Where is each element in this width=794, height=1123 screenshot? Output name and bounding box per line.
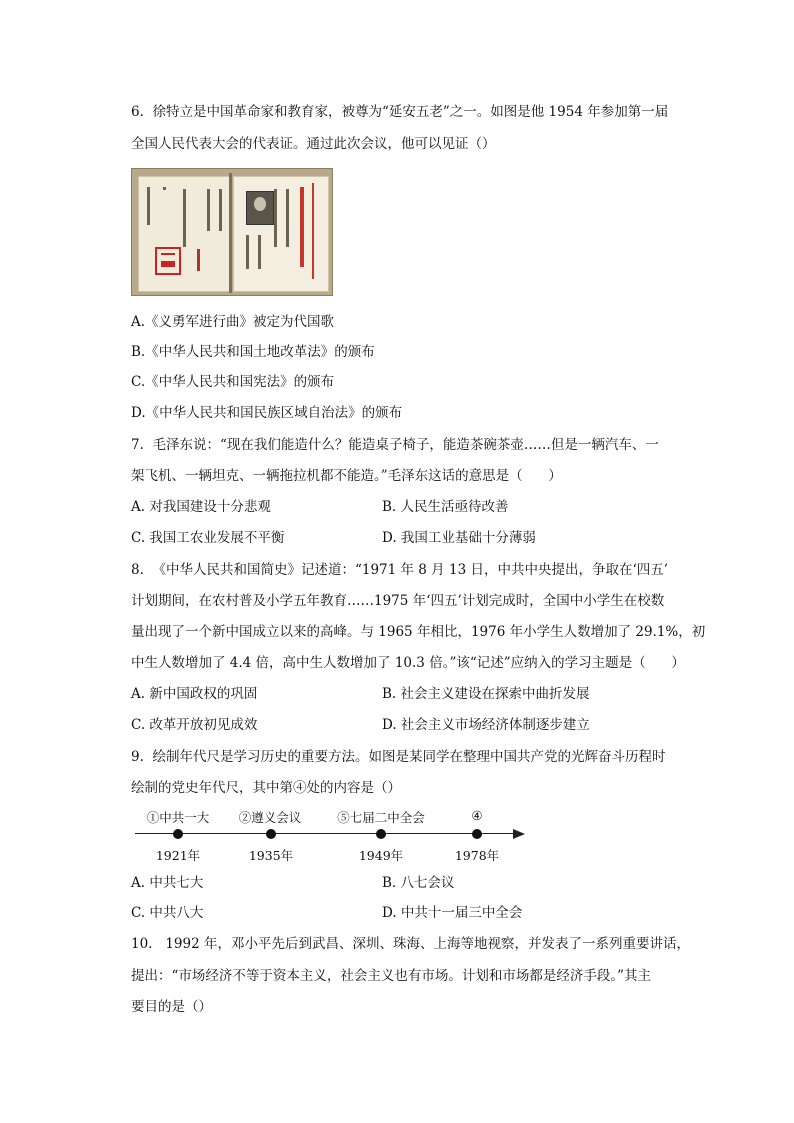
q7-stem-line2: 架飞机、一辆坦克、一辆拖拉机都不能造。”毛泽东这话的意思是（ ） [131, 468, 562, 484]
timeline-axis [135, 833, 515, 834]
timeline-year-2: 1935年 [248, 848, 294, 863]
portrait-photo [246, 191, 274, 225]
timeline-event-3: ⑤七届二中全会 [337, 810, 425, 825]
q8-option-d: D. 社会主义市场经济体制逐步建立 [382, 717, 590, 733]
q8-stem-line2: 计划期间，在农村普及小学五年教育……1975 年‘四五’计划完成时，全国中小学生在校数 [131, 593, 665, 609]
q7-option-c: C. 我国工农业发展不平衡 [131, 530, 285, 546]
q10-stem-line2: 提出：“市场经济不等于资本主义，社会主义也有市场。计划和市场都是经济手段。”其主 [131, 968, 652, 984]
timeline-year-3: 1949年 [358, 848, 404, 863]
q8-option-c: C. 改革开放初见成效 [131, 717, 258, 733]
q8-option-b: B. 社会主义建设在探索中曲折发展 [382, 686, 590, 702]
party-history-timeline [131, 808, 531, 866]
q6-option-c: C.《中华人民共和国宪法》的颁布 [131, 374, 335, 390]
q7-option-b: B. 人民生活亟待改善 [382, 499, 509, 515]
timeline-event-1: ①中共一大 [146, 810, 210, 825]
q8-stem-line4: 中生人数增加了 4.4 倍，高中生人数增加了 10.3 倍。”该“记述”应纳入的学习主题是（ ） [131, 655, 685, 671]
q9-option-b: B. 八七会议 [382, 875, 455, 891]
q8-option-a: A. 新中国政权的巩固 [131, 686, 258, 702]
timeline-point-3 [376, 829, 386, 839]
q9-stem-line1: 9. 绘制年代尺是学习历史的重要方法。如图是某同学在整理中国共产党的光辉奋斗历程时 [131, 749, 666, 765]
q9-stem-line2: 绘制的党史年代尺，其中第④处的内容是（） [131, 780, 401, 796]
timeline-year-4: 1978年 [454, 848, 500, 863]
q8-stem-line1: 8. 《中华人民共和国简史》记述道：“1971 年 8 月 13 日，中共中央提出，争取在‘四五’ [131, 562, 669, 578]
certificate-right-page [233, 176, 329, 292]
q7-stem-line1: 7. 毛泽东说：“现在我们能造什么？能造桌子椅子，能造茶碗茶壶……但是一辆汽车、一 [131, 437, 659, 453]
q10-stem-line3: 要目的是（） [131, 999, 212, 1015]
q8-stem-line3: 量出现了一个新中国成立以来的高峰。与 1965 年相比，1976 年小学生人数增加了 29.1%，初 [131, 624, 706, 640]
timeline-event-4: ④ [471, 808, 483, 823]
timeline-point-2 [266, 829, 276, 839]
q9-option-c: C. 中共八大 [131, 905, 204, 921]
timeline-point-4 [472, 829, 482, 839]
q7-option-a: A. 对我国建设十分悲观 [131, 499, 271, 515]
q6-stem-line1: 6. 徐特立是中国革命家和教育家，被尊为“延安五老”之一。如图是他 1954 年参加第一届 [131, 104, 669, 120]
timeline-arrow-icon [513, 829, 525, 839]
q9-option-d: D. 中共十一届三中全会 [382, 905, 523, 921]
q6-stem-line2: 全国人民代表大会的代表证。通过此次会议，他可以见证（） [131, 136, 496, 152]
timeline-year-1: 1921年 [155, 848, 201, 863]
q6-option-a: A.《义勇军进行曲》被定为代国歌 [131, 314, 335, 330]
q10-stem-line1: 10. 1992 年，邓小平先后到武昌、深圳、珠海、上海等地视察，并发表了一系列重要讲话， [131, 936, 690, 952]
certificate-left-page [138, 176, 230, 292]
delegate-certificate-image [131, 168, 333, 296]
red-seal-icon [155, 247, 181, 275]
timeline-event-2: ②遵义会议 [238, 810, 302, 825]
q6-option-b: B.《中华人民共和国土地改革法》的颁布 [131, 344, 375, 360]
timeline-point-1 [173, 829, 183, 839]
q7-option-d: D. 我国工业基础十分薄弱 [382, 530, 536, 546]
q9-option-a: A. 中共七大 [131, 875, 204, 891]
q6-option-d: D.《中华人民共和国民族区域自治法》的颁布 [131, 405, 403, 421]
